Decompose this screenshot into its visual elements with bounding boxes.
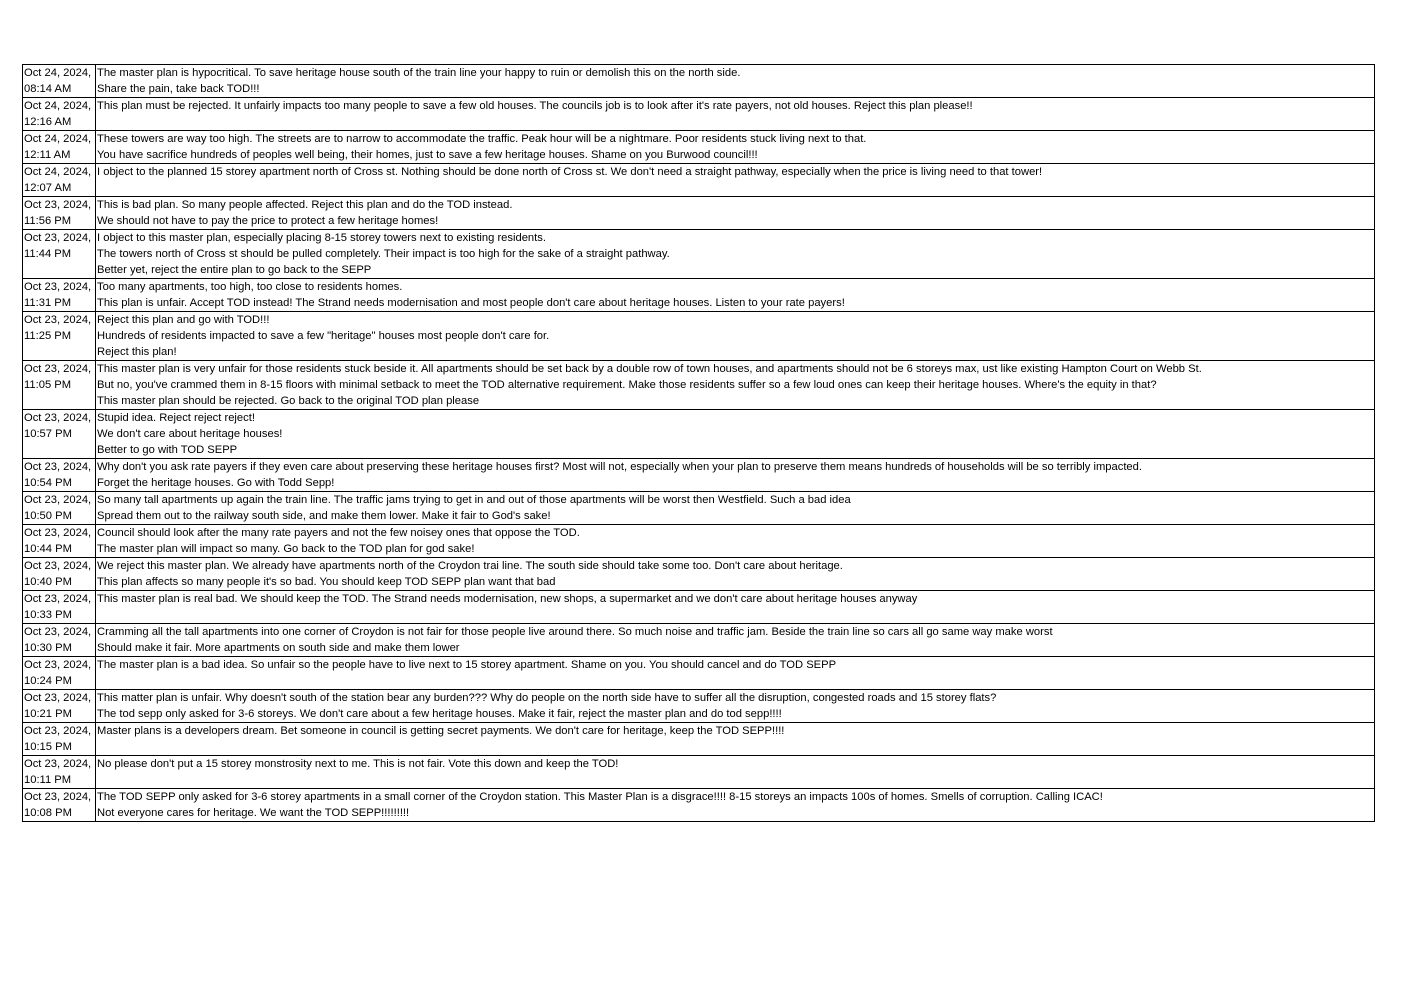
comment-date: Oct 23, 2024, — [24, 461, 92, 473]
table-row — [23, 410, 1375, 459]
comment-line: This matter plan is unfair. Why doesn't south of the station bear any burden??? Why do people on the north side have to suffer all the disruption, congested roads and 15 storey flats? — [97, 692, 997, 704]
comment-line: We don't care about heritage houses! — [97, 428, 283, 440]
comment-line: This is bad plan. So many people affected. Reject this plan and do the TOD instead. — [97, 199, 513, 211]
table-row — [23, 558, 1375, 591]
comment-date: Oct 23, 2024, — [24, 281, 92, 293]
comment-cell — [96, 410, 1375, 459]
comment-date: Oct 23, 2024, — [24, 363, 92, 375]
comment-line: Too many apartments, too high, too close to residents homes. — [97, 281, 403, 293]
timestamp-cell — [23, 197, 96, 230]
comment-cell — [96, 459, 1375, 492]
comment-line: We reject this master plan. We already have apartments north of the Croydon trai line. The south side should take some too. Don't care about heritage. — [97, 560, 843, 572]
table-row — [23, 591, 1375, 624]
comment-date: Oct 23, 2024, — [24, 314, 92, 326]
comment-line: Cramming all the tall apartments into one corner of Croydon is not fair for those people live around there. So much noise and traffic jam. Beside the train line so cars all go same way make worst — [97, 626, 1053, 638]
comment-cell — [96, 361, 1375, 410]
comment-time: 12:11 AM — [24, 149, 71, 161]
comment-line: This master plan is real bad. We should keep the TOD. The Strand needs modernisation, new shops, a supermarket and we don't care about heritage houses anyway — [97, 593, 918, 605]
comments-table-body — [23, 65, 1375, 822]
timestamp-cell — [23, 98, 96, 131]
comment-line: But no, you've crammed them in 8-15 floors with minimal setback to meet the TOD alternative requirement. Make those residents suffer so a few loud ones can keep their heritage houses. Where's the equity in that? — [97, 379, 1157, 391]
comment-line — [97, 673, 1373, 689]
timestamp-cell — [23, 492, 96, 525]
table-row — [23, 624, 1375, 657]
comment-line: Better yet, reject the entire plan to go back to the SEPP — [97, 264, 372, 276]
comment-time: 11:05 PM — [24, 379, 72, 391]
timestamp-cell — [23, 312, 96, 361]
comment-line: Share the pain, take back TOD!!! — [97, 83, 260, 95]
timestamp-cell — [23, 279, 96, 312]
comment-date: Oct 23, 2024, — [24, 527, 92, 539]
table-row — [23, 756, 1375, 789]
comment-cell — [96, 657, 1375, 690]
comment-line — [97, 607, 1373, 623]
timestamp-cell — [23, 657, 96, 690]
comment-line: I object to the planned 15 storey apartment north of Cross st. Nothing should be done north of Cross st. We don't need a straight pathway, especially when the price is living need to that tower! — [97, 166, 1043, 178]
comment-line: This plan is unfair. Accept TOD instead! The Strand needs modernisation and most people don't care about heritage houses. Listen to your rate payers! — [97, 297, 845, 309]
comment-time: 10:57 PM — [24, 428, 72, 440]
comment-date: Oct 23, 2024, — [24, 725, 92, 737]
comment-time: 10:44 PM — [24, 543, 72, 555]
table-row — [23, 197, 1375, 230]
comment-line: Spread them out to the railway south side, and make them lower. Make it fair to God's sake! — [97, 510, 551, 522]
comment-date: Oct 23, 2024, — [24, 593, 92, 605]
table-row — [23, 98, 1375, 131]
table-row — [23, 657, 1375, 690]
timestamp-cell — [23, 459, 96, 492]
comment-line: The master plan is a bad idea. So unfair so the people have to live next to 15 storey apartment. Shame on you. You should cancel and do TOD SEPP — [97, 659, 837, 671]
timestamp-cell — [23, 65, 96, 98]
comment-line: Why don't you ask rate payers if they even care about preserving these heritage houses first? Most will not, especially when your plan to preserve them means hundreds of households will be so terribly impacted. — [97, 461, 1142, 473]
comment-date: Oct 23, 2024, — [24, 412, 92, 424]
comment-line: No please don't put a 15 storey monstrosity next to me. This is not fair. Vote this down and keep the TOD! — [97, 758, 619, 770]
comment-line: Hundreds of residents impacted to save a few "heritage" houses most people don't care for. — [97, 330, 550, 342]
comment-date: Oct 23, 2024, — [24, 199, 92, 211]
table-row — [23, 65, 1375, 98]
comment-time: 11:56 PM — [24, 215, 72, 227]
comment-line: You have sacrifice hundreds of peoples well being, their homes, just to save a few heritage houses. Shame on you Burwood council!!! — [97, 149, 758, 161]
timestamp-cell — [23, 624, 96, 657]
comment-time: 10:11 PM — [24, 774, 72, 786]
comment-cell — [96, 558, 1375, 591]
timestamp-cell — [23, 361, 96, 410]
comment-cell — [96, 492, 1375, 525]
comment-cell — [96, 230, 1375, 279]
comment-date: Oct 23, 2024, — [24, 791, 92, 803]
comment-time: 12:16 AM — [24, 116, 72, 128]
comment-date: Oct 23, 2024, — [24, 758, 92, 770]
comment-line: This plan affects so many people it's so bad. You should keep TOD SEPP plan want that bad — [97, 576, 556, 588]
comment-cell — [96, 756, 1375, 789]
comment-line: The TOD SEPP only asked for 3-6 storey apartments in a small corner of the Croydon station. This Master Plan is a disgrace!!!! 8-15 storeys an impacts 100s of homes. Smells of corruption. Calling ICAC! — [97, 791, 1103, 803]
comment-cell — [96, 131, 1375, 164]
comment-line: The master plan will impact so many. Go back to the TOD plan for god sake! — [97, 543, 475, 555]
timestamp-cell — [23, 558, 96, 591]
comment-cell — [96, 690, 1375, 723]
comment-line: The master plan is hypocritical. To save heritage house south of the train line your happy to ruin or demolish this on the north side. — [97, 67, 741, 79]
table-row — [23, 525, 1375, 558]
comment-cell — [96, 312, 1375, 361]
comment-time: 10:21 PM — [24, 708, 72, 720]
comment-cell — [96, 723, 1375, 756]
comment-cell — [96, 789, 1375, 822]
comment-line: The towers north of Cross st should be pulled completely. Their impact is too high for the sake of a straight pathway. — [97, 248, 670, 260]
comment-line: Reject this plan! — [97, 346, 177, 358]
timestamp-cell — [23, 690, 96, 723]
comment-date: Oct 23, 2024, — [24, 232, 92, 244]
comments-table — [22, 64, 1375, 822]
comment-line: Reject this plan and go with TOD!!! — [97, 314, 270, 326]
table-row — [23, 690, 1375, 723]
comment-line: Forget the heritage houses. Go with Todd Sepp! — [97, 477, 335, 489]
table-row — [23, 279, 1375, 312]
comment-line: So many tall apartments up again the train line. The traffic jams trying to get in and out of those apartments will be worst then Westfield. Such a bad idea — [97, 494, 851, 506]
comment-cell — [96, 65, 1375, 98]
comment-line: The tod sepp only asked for 3-6 storeys. We don't care about a few heritage houses. Make it fair, reject the master plan and do tod sepp!!!! — [97, 708, 782, 720]
comment-line: Master plans is a developers dream. Bet someone in council is getting secret payments. We don't care for heritage, keep the TOD SEPP!!!! — [97, 725, 785, 737]
comment-cell — [96, 279, 1375, 312]
timestamp-cell — [23, 410, 96, 459]
comment-line: This master plan should be rejected. Go back to the original TOD plan please — [97, 395, 480, 407]
comment-time: 10:08 PM — [24, 807, 72, 819]
comment-date: Oct 23, 2024, — [24, 659, 92, 671]
comment-time: 12:07 AM — [24, 182, 72, 194]
comment-date: Oct 24, 2024, — [24, 133, 92, 145]
table-row — [23, 492, 1375, 525]
comment-time: 08:14 AM — [24, 83, 72, 95]
comment-line: Better to go with TOD SEPP — [97, 444, 238, 456]
comment-date: Oct 23, 2024, — [24, 494, 92, 506]
comment-time: 11:31 PM — [24, 297, 72, 309]
comment-line: Stupid idea. Reject reject reject! — [97, 412, 255, 424]
table-row — [23, 723, 1375, 756]
comment-date: Oct 23, 2024, — [24, 560, 92, 572]
table-row — [23, 230, 1375, 279]
comment-date: Oct 24, 2024, — [24, 166, 92, 178]
comment-line: This master plan is very unfair for those residents stuck beside it. All apartments should be set back by a double row of town houses, and apartments should not be 6 storeys max, ust like existing Hampton Court on Webb St. — [97, 363, 1202, 375]
timestamp-cell — [23, 591, 96, 624]
table-row — [23, 312, 1375, 361]
comment-cell — [96, 525, 1375, 558]
comment-time: 10:15 PM — [24, 741, 72, 753]
comment-date: Oct 23, 2024, — [24, 626, 92, 638]
comment-line: Council should look after the many rate payers and not the few noisey ones that oppose the TOD. — [97, 527, 580, 539]
table-row — [23, 459, 1375, 492]
comment-cell — [96, 624, 1375, 657]
comment-time: 10:50 PM — [24, 510, 72, 522]
timestamp-cell — [23, 131, 96, 164]
comment-time: 10:30 PM — [24, 642, 72, 654]
timestamp-cell — [23, 164, 96, 197]
table-row — [23, 131, 1375, 164]
comment-line: Should make it fair. More apartments on south side and make them lower — [97, 642, 460, 654]
comment-date: Oct 24, 2024, — [24, 67, 92, 79]
timestamp-cell — [23, 525, 96, 558]
comment-line: We should not have to pay the price to protect a few heritage homes! — [97, 215, 439, 227]
comment-line: These towers are way too high. The streets are to narrow to accommodate the traffic. Peak hour will be a nightmare. Poor residents stuck living next to that. — [97, 133, 867, 145]
comment-cell — [96, 197, 1375, 230]
table-row — [23, 164, 1375, 197]
comment-time: 10:24 PM — [24, 675, 72, 687]
comment-line: I object to this master plan, especially placing 8-15 storey towers next to existing residents. — [97, 232, 546, 244]
comment-line — [97, 772, 1373, 788]
comment-cell — [96, 591, 1375, 624]
comment-line: This plan must be rejected. It unfairly impacts too many people to save a few old houses. The councils job is to look after it's rate payers, not old houses. Reject this plan please!! — [97, 100, 973, 112]
table-row — [23, 789, 1375, 822]
comment-cell — [96, 98, 1375, 131]
comment-time: 11:25 PM — [24, 330, 72, 342]
comment-line — [97, 180, 1373, 196]
comment-line: Not everyone cares for heritage. We want the TOD SEPP!!!!!!!!! — [97, 807, 410, 819]
comment-time: 10:54 PM — [24, 477, 72, 489]
table-row — [23, 361, 1375, 410]
comment-time: 10:40 PM — [24, 576, 72, 588]
timestamp-cell — [23, 789, 96, 822]
comment-time: 10:33 PM — [24, 609, 72, 621]
comment-date: Oct 24, 2024, — [24, 100, 92, 112]
timestamp-cell — [23, 230, 96, 279]
timestamp-cell — [23, 723, 96, 756]
comment-date: Oct 23, 2024, — [24, 692, 92, 704]
comment-line — [97, 114, 1373, 130]
timestamp-cell — [23, 756, 96, 789]
comment-cell — [96, 164, 1375, 197]
comment-line — [97, 739, 1373, 755]
comment-time: 11:44 PM — [24, 248, 72, 260]
